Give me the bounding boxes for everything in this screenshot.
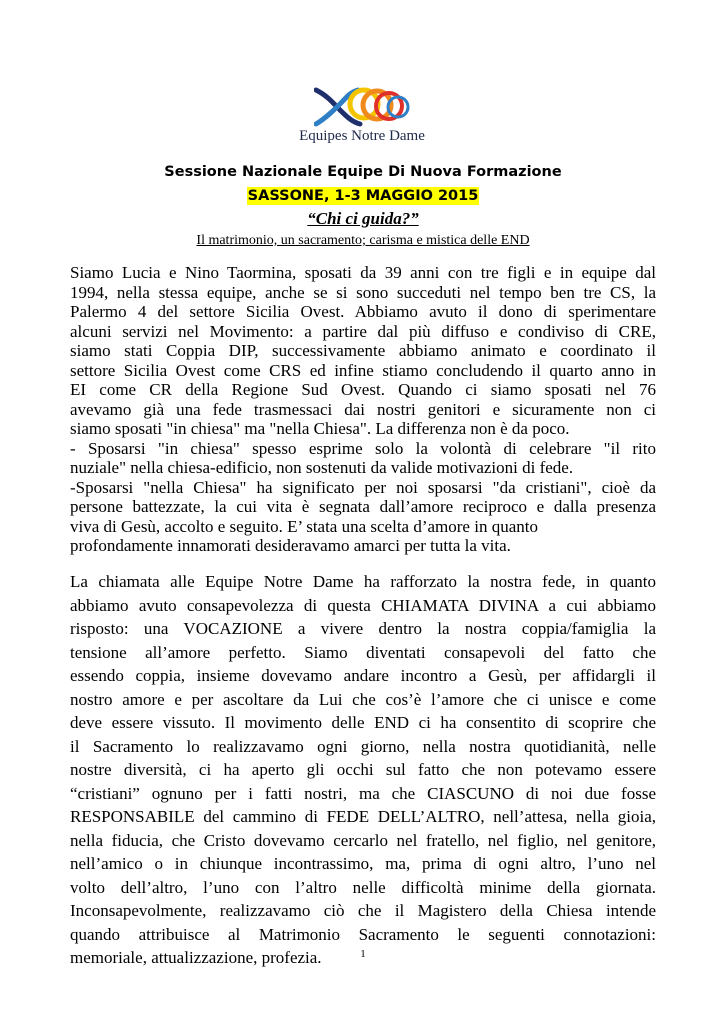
paragraph-line: Palermo 4 del settore Sicilia Ovest. Abbiamo avuto il dono di sperimentare bbox=[70, 302, 656, 321]
paragraph-line: quando attribuisce al Matrimonio Sacramento le seguenti connotazioni: bbox=[70, 924, 656, 944]
paragraph-line: nella fiducia, che Cristo dovevamo cercarlo nel fratello, nel figlio, nel genitore, bbox=[70, 830, 656, 850]
paragraph-2 bbox=[70, 570, 656, 970]
paragraph-line: -Sposarsi "nella Chiesa" ha significato per noi sposarsi "da cristiani", cioè da bbox=[70, 477, 656, 497]
talk-subtitle: Il matrimonio, un sacramento; carisma e mistica delle END bbox=[196, 233, 530, 248]
paragraph-line: settore Sicilia Ovest come CRS ed infine stiamo concludendo il quarto anno in bbox=[70, 360, 656, 380]
paragraph-line: persone battezzate, la cui vita è segnata dall’amore reciproco e dalla presenza bbox=[70, 497, 656, 516]
paragraph-line: RESPONSABILE del cammino di FEDE DELL’ALTRO, nell’attesa, nella gioia, bbox=[70, 807, 656, 826]
paragraph-line: siamo sposati "in chiesa" ma "nella Chiesa". La differenza non è da poco. bbox=[70, 419, 570, 438]
paragraph-line: volto dell’altro, l’uno con l’altro nelle difficoltà minime della giornata. bbox=[70, 877, 656, 897]
paragraph-line: La chiamata alle Equipe Notre Dame ha rafforzato la nostra fede, in quanto bbox=[70, 572, 656, 591]
paragraph-line: nostre diversità, ci ha aperto gli occhi sul fatto che non potevamo essere bbox=[70, 760, 656, 779]
logo-name: Equipes Notre Dame bbox=[299, 128, 425, 144]
talk-title-text: “Chi ci guida?” bbox=[307, 209, 419, 228]
paragraph-line: essendo coppia, insieme dovevamo andare incontro a Gesù, per affidargli il bbox=[70, 666, 656, 685]
paragraph-line: avevamo già una fede trasmessaci dai nostri genitori e sicuramente non ci bbox=[70, 399, 656, 419]
page-number: 1 bbox=[360, 948, 366, 960]
paragraph-line: il Sacramento lo realizzavamo ogni giorno, nella nostra quotidianità, nelle bbox=[70, 736, 656, 756]
paragraph-line: Siamo Lucia e Nino Taormina, sposati da 39 anni con tre figli e in equipe dal bbox=[70, 263, 656, 282]
paragraph-line: tensione all’amore perfetto. Siamo diventati consapevoli del fatto che bbox=[70, 642, 656, 662]
paragraph-line: nell’amico o in chiunque incontrassimo, ma, prima di ogni altro, l’uno nel bbox=[70, 854, 656, 873]
paragraph-line: 1994, nella stessa equipe, anche se si sono succeduti nel tempo ben tre CS, la bbox=[70, 282, 656, 302]
paragraph-line: deve essere vissuto. Il movimento delle END ci ha consentito di scoprire che bbox=[70, 713, 656, 732]
paragraph-line: nuziale" nella chiesa-edificio, non sostenuti da valide motivazioni di fede. bbox=[70, 458, 574, 477]
paragraph-line: siamo stati Coppia DIP, successivamente abbiamo animato e coordinato il bbox=[70, 341, 656, 360]
paragraph-line: viva di Gesù, accolto e seguito. E’ stata una scelta d’amore in quanto bbox=[70, 516, 538, 536]
session-title: Sessione Nazionale Equipe Di Nuova Formazione bbox=[164, 164, 562, 180]
paragraph-line: abbiamo avuto consapevolezza di questa CHIAMATA DIVINA a cui abbiamo bbox=[70, 595, 656, 615]
paragraph-line: Inconsapevolmente, realizzavamo ciò che il Magistero della Chiesa intende bbox=[70, 901, 656, 920]
paragraph-line: alcuni servizi nel Movimento: a partire dal più diffuso e condiviso di CRE, bbox=[70, 321, 656, 341]
talk-title bbox=[70, 209, 656, 229]
document-page bbox=[70, 0, 656, 1024]
paragraph-line: memoriale, attualizzazione, profezia. bbox=[70, 948, 322, 967]
paragraph-line: EI come CR della Regione Sud Ovest. Quando ci siamo sposati nel 76 bbox=[70, 380, 656, 399]
end-logo bbox=[292, 82, 432, 142]
paragraph-line: risposto: una VOCAZIONE a vivere dentro la nostra coppia/famiglia la bbox=[70, 619, 656, 638]
paragraph-1 bbox=[70, 263, 656, 556]
paragraph-line: nostro amore e per ascoltare da Lui che cos’è l’amore che ci unisce e come bbox=[70, 689, 656, 709]
paragraph-line: profondamente innamorati desideravamo amarci per tutta la vita. bbox=[70, 536, 511, 555]
paragraph-line: - Sposarsi "in chiesa" spesso esprime solo la volontà di celebrare "il rito bbox=[70, 438, 656, 458]
session-date-wrap bbox=[70, 187, 656, 205]
paragraph-line: “cristiani” ognuno per i fatti nostri, ma che CIASCUNO di noi due fosse bbox=[70, 783, 656, 803]
session-date: SASSONE, 1-3 MAGGIO 2015 bbox=[247, 188, 479, 204]
end-logo-icon bbox=[314, 82, 410, 128]
